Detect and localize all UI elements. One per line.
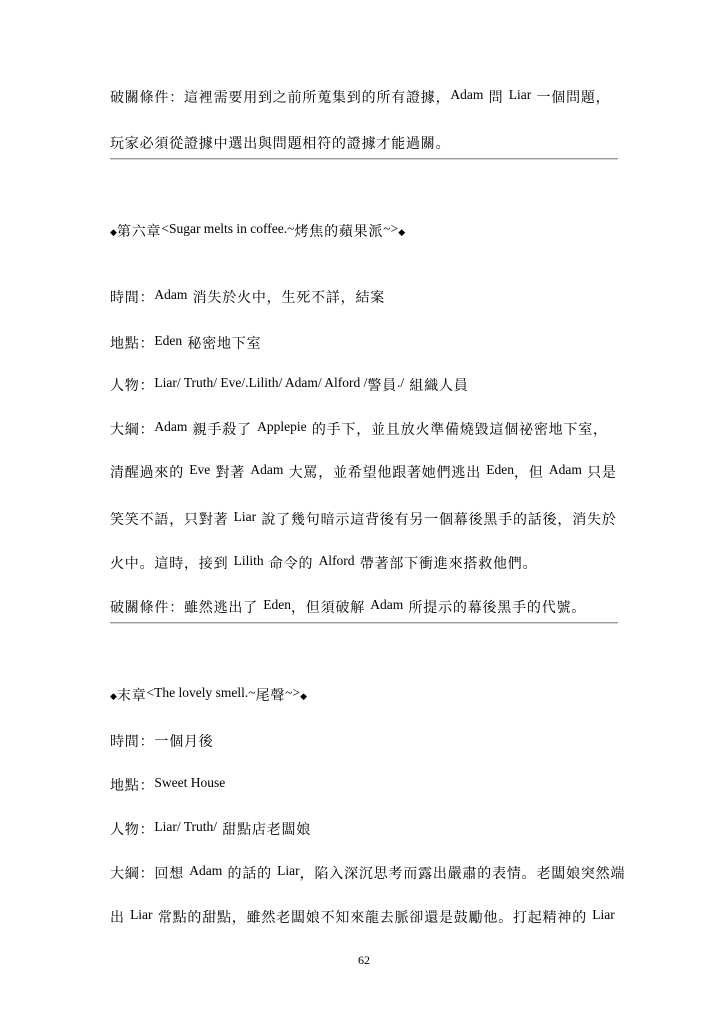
- name-adam: Adam: [370, 597, 404, 612]
- text-segment: 清醒過來的: [110, 465, 190, 481]
- diamond-bullet-icon: ◆: [398, 228, 406, 238]
- clear-condition-cont-text: 玩家必須從證據中選出與問題相符的證據才能過關。: [110, 136, 451, 152]
- chapter6-subtitle-end: ~>: [383, 221, 399, 236]
- page-number: 62: [358, 953, 370, 967]
- field-label: 時間：: [110, 290, 155, 306]
- final-chapter-place: [110, 776, 225, 796]
- field-label: 人物：: [110, 822, 155, 838]
- text-segment: 火中。這時，接到: [110, 556, 234, 572]
- chapter6-summary-line4: [110, 554, 537, 574]
- text-segment: 組織人員: [404, 378, 469, 394]
- text-segment: ，陷入深沉思考而露出嚴肅的表情。老闆娘突然端: [299, 866, 626, 882]
- final-chapter-summary-line1: [110, 864, 625, 884]
- text-segment: 笑笑不語，只對著: [110, 512, 234, 528]
- name-eve: Eve: [189, 462, 211, 477]
- text-segment: 說了幾句暗示這背後有另一個幕後黑手的話後，消失於: [256, 512, 617, 528]
- text-segment: 一個問題，: [531, 90, 611, 106]
- diamond-bullet-icon: ◆: [110, 692, 117, 702]
- chapter6-characters: [110, 376, 469, 396]
- final-chapter-subtitle-en: <The lovely smell.~: [146, 685, 256, 700]
- chapter6-heading: [110, 222, 405, 244]
- name-alford: Alford: [318, 553, 355, 568]
- final-chapter-heading: [110, 686, 307, 708]
- final-chapter-label: 末章: [116, 688, 147, 704]
- text-segment: 常點的甜點，雖然老闆娘不知來龍去脈卻還是鼓勵他。打起精神的: [152, 910, 593, 926]
- text-segment: 帶著部下衝進來搭救他們。: [354, 556, 538, 572]
- name-lilith: Lilith: [233, 553, 264, 568]
- name-liar: Liar: [508, 87, 532, 102]
- final-chapter-subtitle-zh: 尾聲: [255, 688, 286, 704]
- text-segment: ，但須破解: [291, 600, 371, 616]
- text-segment: 所提示的幕後黑手的代號。: [403, 600, 587, 616]
- diamond-bullet-icon: ◆: [300, 692, 308, 702]
- chapter6-time: [110, 288, 385, 308]
- clear-condition-line: [110, 88, 610, 108]
- name-eden: Eden: [486, 462, 515, 477]
- name-adam: Adam: [189, 863, 223, 878]
- field-label: 人物：: [110, 378, 155, 394]
- final-chapter-characters: [110, 820, 311, 840]
- name-adam: Adam: [450, 87, 484, 102]
- text-segment: 大罵，並希望他跟著她們逃出: [283, 465, 487, 481]
- field-label: 地點：: [110, 778, 155, 794]
- section-divider: [110, 158, 618, 160]
- chapter6-subtitle-en: <Sugar melts in coffee.~: [161, 221, 295, 236]
- chapter6-label: 第六章: [116, 224, 162, 240]
- clear-condition-cont-line: [110, 134, 450, 154]
- field-label: 大綱：: [110, 422, 155, 438]
- text-segment: ./: [397, 375, 405, 390]
- text-segment: 的手下，並且放火準備燒毀這個祕密地下室，: [306, 422, 608, 438]
- name-adam: Adam: [250, 462, 284, 477]
- section-divider: [110, 622, 618, 624]
- chapter6-subtitle-zh: 烤焦的蘋果派: [294, 224, 384, 240]
- clear-condition-text: 破關條件：這裡需要用到之前所蒐集到的所有證據，: [110, 90, 451, 106]
- final-chapter-subtitle-end: ~>: [285, 685, 301, 700]
- field-label: 大綱：: [110, 866, 155, 882]
- final-chapter-time: [110, 732, 214, 752]
- text-segment: 出: [110, 910, 131, 926]
- text-segment: 回想: [154, 866, 190, 882]
- chapter6-clear-condition: [110, 598, 586, 618]
- character-list: Liar/ Truth/ Eve/.Lilith/ Adam/ Alford /: [154, 375, 368, 390]
- chapter6-summary-line2: [110, 463, 617, 483]
- field-label: 地點：: [110, 336, 155, 352]
- field-label: 破關條件：: [110, 600, 184, 616]
- name-eden: Eden: [263, 597, 291, 612]
- field-value: 消失於火中，生死不詳，結案: [187, 290, 386, 306]
- text-segment: 警員: [367, 378, 398, 394]
- field-value: 一個月後: [154, 734, 214, 750]
- name-liar: Liar: [592, 907, 615, 922]
- final-chapter-summary-line2: [110, 908, 615, 928]
- text-segment: 問: [483, 90, 509, 106]
- place-sweet-house: Sweet House: [154, 775, 226, 790]
- name-eden: Eden: [154, 333, 183, 348]
- field-value: 秘密地下室: [182, 336, 262, 352]
- text-segment: 對著: [210, 465, 251, 481]
- text-segment: 甜點店老闆娘: [217, 822, 312, 838]
- text-segment: 的話的: [222, 866, 278, 882]
- name-liar: Liar: [233, 509, 257, 524]
- text-segment: 雖然逃出了: [184, 600, 264, 616]
- text-segment: 命令的: [263, 556, 319, 572]
- text-segment: ，但: [514, 465, 549, 481]
- text-segment: 親手殺了: [187, 422, 258, 438]
- name-liar: Liar: [130, 907, 153, 922]
- chapter6-summary-line1: [110, 420, 608, 440]
- diamond-bullet-icon: ◆: [110, 228, 117, 238]
- text-segment: 只是: [581, 465, 617, 481]
- chapter6-summary-line3: [110, 510, 617, 530]
- name-adam: Adam: [154, 287, 188, 302]
- field-label: 時間：: [110, 734, 155, 750]
- name-applepie: Applepie: [257, 419, 307, 434]
- chapter6-place: [110, 334, 261, 354]
- character-list: Liar/ Truth/: [154, 819, 218, 834]
- name-liar: Liar: [277, 863, 300, 878]
- name-adam: Adam: [154, 419, 188, 434]
- name-adam: Adam: [548, 462, 582, 477]
